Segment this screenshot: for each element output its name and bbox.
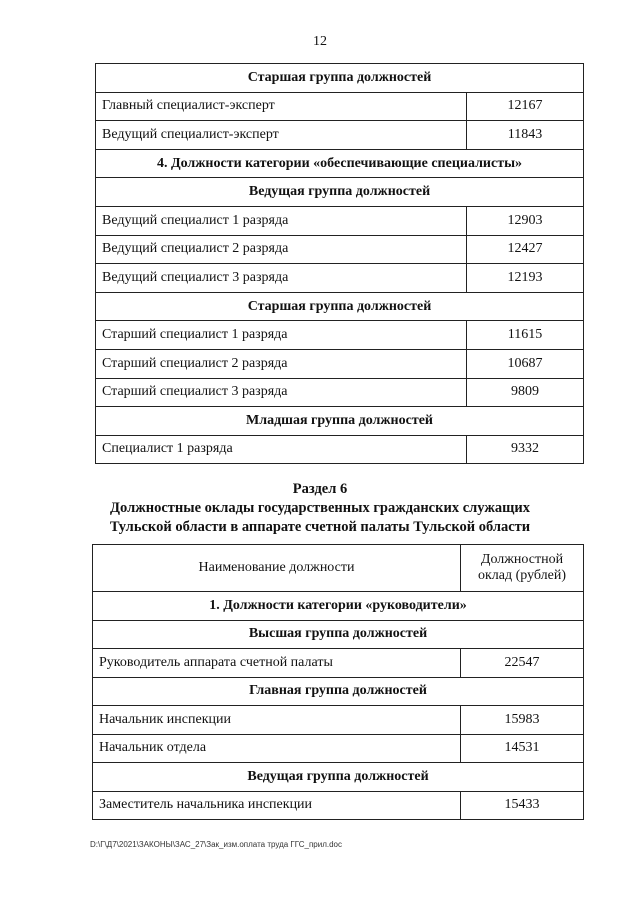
column-header-position: Наименование должности xyxy=(93,545,461,592)
group-header: Ведущая группа должностей xyxy=(96,178,584,207)
group-header: Ведущая группа должностей xyxy=(93,763,584,792)
salary-value: 12903 xyxy=(467,206,584,235)
position-name: Старший специалист 2 разряда xyxy=(96,349,467,378)
table-row xyxy=(93,791,584,820)
salary-value: 15983 xyxy=(461,706,584,735)
section-title-line-2: Тульской области в аппарате счетной палаты Тульской области xyxy=(109,519,531,536)
table-row xyxy=(96,435,584,464)
column-header-salary: Должностной оклад (рублей) xyxy=(461,545,584,592)
salary-value: 22547 xyxy=(461,649,584,678)
salary-value: 12193 xyxy=(467,264,584,293)
position-name: Ведущий специалист-эксперт xyxy=(96,121,467,150)
section-heading xyxy=(80,480,560,537)
group-header: 1. Должности категории «руководители» xyxy=(93,592,584,621)
salary-value: 10687 xyxy=(467,349,584,378)
group-header-row xyxy=(96,178,584,207)
group-header-row xyxy=(93,592,584,621)
position-name: Ведущий специалист 3 разряда xyxy=(96,264,467,293)
table-row xyxy=(93,706,584,735)
group-header: Высшая группа должностей xyxy=(93,620,584,649)
page-number: 12 xyxy=(313,34,327,49)
salary-value: 11615 xyxy=(467,321,584,350)
position-name: Руководитель аппарата счетной палаты xyxy=(93,649,461,678)
position-name: Специалист 1 разряда xyxy=(96,435,467,464)
position-name: Старший специалист 3 разряда xyxy=(96,378,467,407)
position-name: Старший специалист 1 разряда xyxy=(96,321,467,350)
table-row xyxy=(96,206,584,235)
table-row xyxy=(93,734,584,763)
table-row xyxy=(96,264,584,293)
group-header: Старшая группа должностей xyxy=(96,64,584,93)
group-header-row xyxy=(93,620,584,649)
table-row xyxy=(93,649,584,678)
salary-table-audit-chamber xyxy=(92,544,584,820)
group-header-row xyxy=(93,763,584,792)
group-header-row xyxy=(96,149,584,178)
position-name: Главный специалист-эксперт xyxy=(96,92,467,121)
group-header-row xyxy=(93,677,584,706)
salary-value: 12427 xyxy=(467,235,584,264)
table-row xyxy=(96,235,584,264)
salary-value: 15433 xyxy=(461,791,584,820)
position-name: Начальник отдела xyxy=(93,734,461,763)
table-row xyxy=(96,349,584,378)
position-name: Ведущий специалист 2 разряда xyxy=(96,235,467,264)
table-row xyxy=(96,378,584,407)
salary-value: 9332 xyxy=(467,435,584,464)
group-header: Старшая группа должностей xyxy=(96,292,584,321)
position-name: Ведущий специалист 1 разряда xyxy=(96,206,467,235)
salary-table-continued xyxy=(95,63,584,464)
table-row xyxy=(96,92,584,121)
section-title-line-1: Должностные оклады государственных гражданских служащих xyxy=(110,500,530,517)
position-name: Начальник инспекции xyxy=(93,706,461,735)
group-header: Главная группа должностей xyxy=(93,677,584,706)
salary-value: 12167 xyxy=(467,92,584,121)
salary-value: 9809 xyxy=(467,378,584,407)
file-path-footer: D:\Г\Д7\2021\ЗАКОНЫ\ЗАС_27\Зак_изм.оплата труда ГГС_прил.doc xyxy=(90,840,342,849)
group-header: Младшая группа должностей xyxy=(96,407,584,436)
position-name: Заместитель начальника инспекции xyxy=(93,791,461,820)
group-header-row xyxy=(96,64,584,93)
group-header-row xyxy=(96,407,584,436)
table-row xyxy=(96,321,584,350)
salary-value: 14531 xyxy=(461,734,584,763)
table-row xyxy=(96,121,584,150)
group-header-row xyxy=(96,292,584,321)
salary-value: 11843 xyxy=(467,121,584,150)
group-header: 4. Должности категории «обеспечивающие специалисты» xyxy=(96,149,584,178)
section-number: Раздел 6 xyxy=(292,481,348,497)
